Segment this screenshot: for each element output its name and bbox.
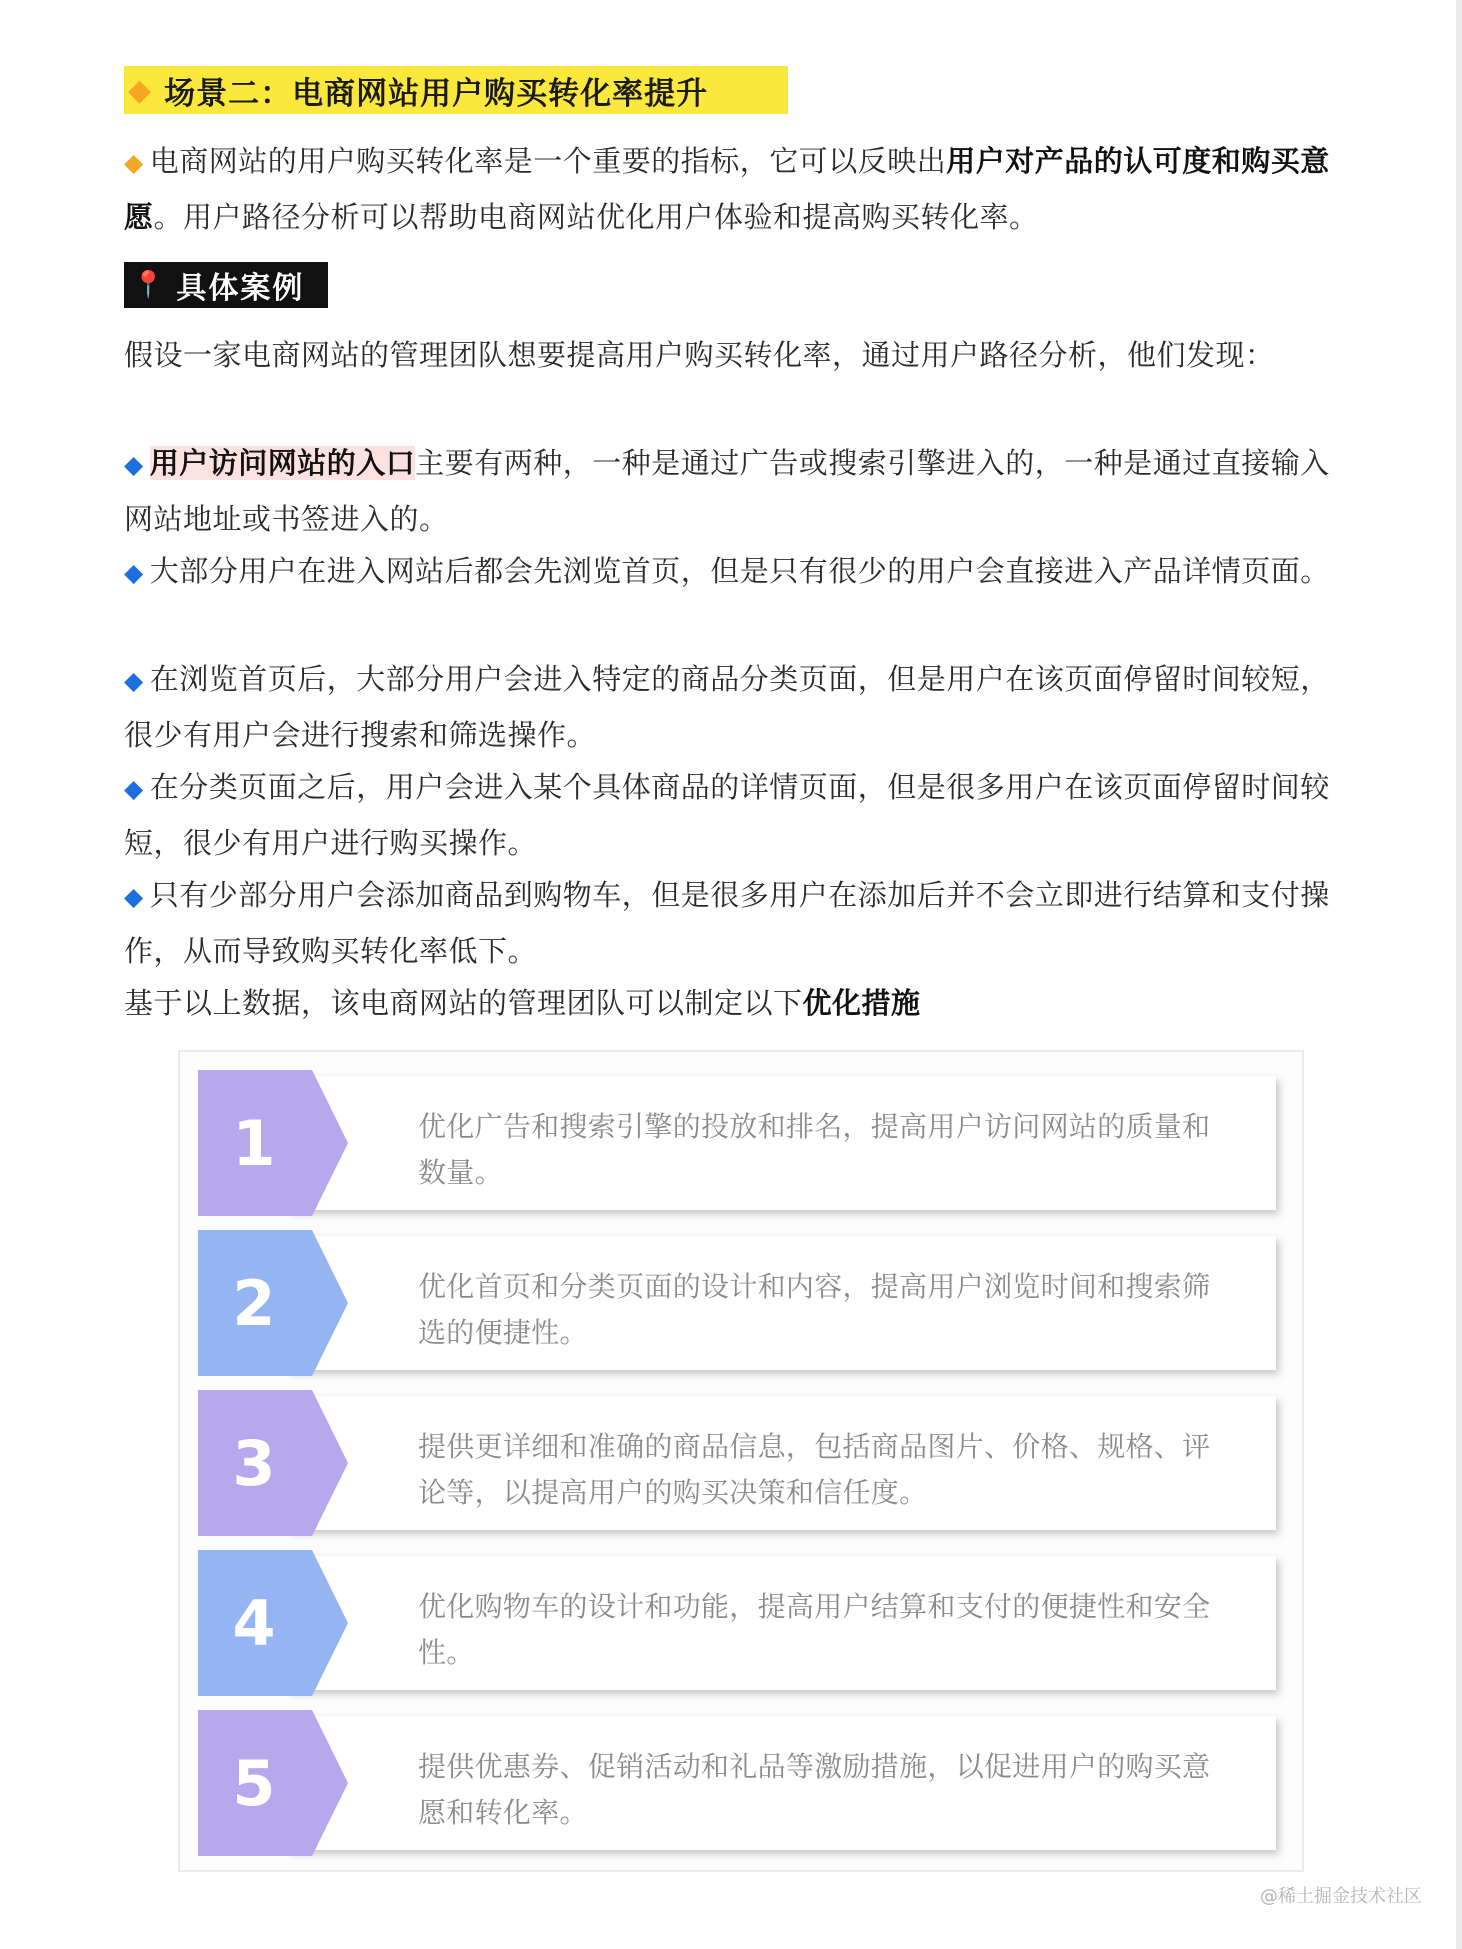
blue-diamond-icon: ◆ — [124, 558, 144, 587]
step-number: 2 — [232, 1266, 276, 1340]
step-number: 3 — [232, 1426, 276, 1500]
intro-text-1: 电商网站的用户购买转化率是一个重要的指标，它可以反映出 — [149, 144, 947, 178]
finding-text: 大部分用户在进入网站后都会先浏览首页，但是只有很少的用户会直接进入产品详情页面。 — [149, 554, 1330, 588]
conclusion-text: 基于以上数据，该电商网站的管理团队可以制定以下 — [124, 986, 803, 1020]
blue-diamond-icon: ◆ — [124, 774, 144, 803]
step-number: 1 — [232, 1106, 276, 1180]
finding-item — [124, 868, 1346, 978]
intro-bold: 用户对产品的认可度和购买意愿 — [124, 144, 1330, 234]
pin-icon: 📍 — [132, 270, 167, 300]
conclusion-bold: 优化措施 — [802, 986, 921, 1020]
case-intro: 假设一家电商网站的管理团队想要提高用户购买转化率，通过用户路径分析，他们发现： — [124, 338, 1275, 372]
step-text: 提供更详细和准确的商品信息，包括商品图片、价格、规格、评论等，以提高用户的购买决策和信任度。 — [418, 1430, 1211, 1509]
optimization-steps — [178, 1050, 1304, 1872]
blue-diamond-icon: ◆ — [124, 882, 144, 911]
finding-text: 在分类页面之后，用户会进入某个具体商品的详情页面，但是很多用户在该页面停留时间较短，很少有用户进行购买操作。 — [124, 770, 1330, 860]
step-text: 优化购物车的设计和功能，提高用户结算和支付的便捷性和安全性。 — [418, 1590, 1211, 1669]
step-number: 4 — [232, 1586, 276, 1660]
step-item — [198, 1550, 1282, 1696]
case-heading-text: 具体案例 — [176, 271, 305, 306]
finding-text: 在浏览首页后，大部分用户会进入特定的商品分类页面，但是用户在该页面停留时间较短，很少有用户会进行搜索和筛选操作。 — [124, 662, 1330, 752]
step-number: 5 — [232, 1746, 276, 1820]
blue-diamond-icon: ◆ — [124, 666, 144, 695]
step-item — [198, 1710, 1282, 1856]
finding-highlight: 用户访问网站的入口 — [149, 446, 416, 480]
section-heading — [124, 66, 788, 114]
finding-item — [124, 544, 1346, 600]
step-text: 优化广告和搜索引擎的投放和排名，提高用户访问网站的质量和数量。 — [418, 1110, 1211, 1189]
page-edge — [1456, 0, 1462, 1949]
section-heading-text: 场景二：电商网站用户购买转化率提升 — [164, 75, 709, 112]
step-text: 优化首页和分类页面的设计和内容，提高用户浏览时间和搜索筛选的便捷性。 — [418, 1270, 1211, 1349]
blue-diamond-icon: ◆ — [124, 450, 144, 479]
finding-text: 只有少部分用户会添加商品到购物车，但是很多用户在添加后并不会立即进行结算和支付操作，从而导致购买转化率低下。 — [124, 878, 1330, 968]
finding-text: 主要有两种，一种是通过广告或搜索引擎进入的，一种是通过直接输入网站地址或书签进入的。 — [124, 446, 1330, 536]
step-item — [198, 1230, 1282, 1376]
watermark: @稀土掘金技术社区 — [1260, 1886, 1422, 1907]
finding-item — [124, 436, 1346, 546]
intro-text-2: 。用户路径分析可以帮助电商网站优化用户体验和提高购买转化率。 — [153, 200, 1039, 234]
orange-diamond-icon: ◆ — [128, 72, 153, 108]
step-text: 提供优惠券、促销活动和礼品等激励措施，以促进用户的购买意愿和转化率。 — [418, 1750, 1211, 1829]
step-item — [198, 1070, 1282, 1216]
finding-item — [124, 760, 1346, 870]
intro-paragraph — [124, 134, 1346, 244]
step-item — [198, 1390, 1282, 1536]
orange-diamond-icon: ◆ — [124, 148, 144, 177]
finding-item — [124, 652, 1346, 762]
case-heading — [124, 262, 328, 308]
conclusion — [124, 976, 1346, 1030]
